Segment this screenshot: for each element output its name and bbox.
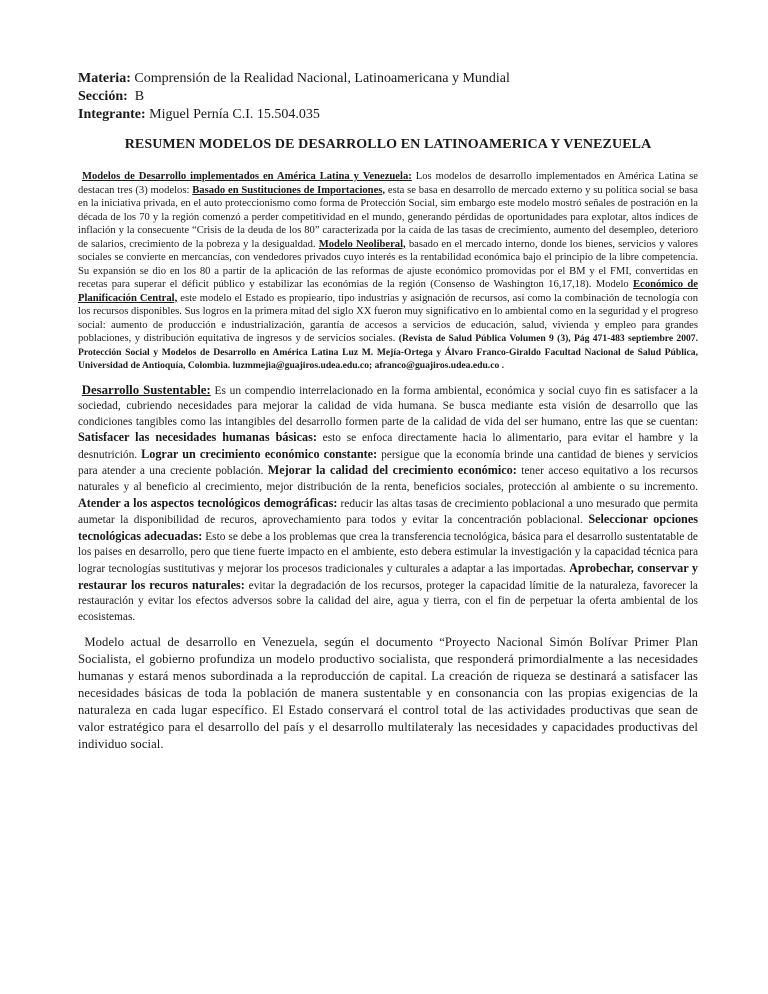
sustentable-text-6: Esto se debe a los problemas que crea la transferencia tecnológica, básica para el desarrollo sustentatable de los paises en desarrollo, pero que tiene fuerte impacto en el ambiente, esto debera estimular la investigación y la capacidad técnica para lograr tecnologías sustitutivas y mejorar los procesos tradicionales y culturales a adaptar a las importadas.	[78, 530, 698, 576]
modelos-text-3: basado en el mercado interno, donde los bienes, servicios y valores sociales se convierte en mercancías, con vendedores privados cuyo interés es la rentabilidad económica bajo el principio de la libre competencia. Su expansión se dio en los 80 a partir de la aplicación de las reformas de ajuste económico promovidas por el BM y el FMI, convertidas en recetas para superar el déficit público y estabilizar las económias de la región (Consenso de Washington 16,17,18). Modelo	[78, 238, 699, 290]
seccion-label: Sección:	[78, 89, 128, 104]
point-necesidades: Satisfacer las necesidades humanas básicas:	[78, 430, 317, 445]
integrante-label: Integrante:	[78, 107, 146, 122]
modelo-neoliberal: Modelo Neoliberal,	[318, 238, 406, 250]
integrante-value: Miguel Pernía C.I. 15.504.035	[149, 107, 320, 122]
point-tecnologicas: Seleccionar opciones tecnológicas adecuadas:	[78, 512, 698, 543]
header-block	[78, 70, 698, 124]
sustentable-text-7: evitar la degradación de los recursos, proteger la capacidad límitie de la naturaleza, favorecer la restauración y evitar los efectos adversos sobre la calidad del aire, agua y tierra, con el fin de perpetuar la oferta ambiental de los ecosistemas.	[78, 579, 698, 623]
reference-citation: (Revista de Salud Pública Volumen 9 (3), Pág 471-483 septiembre 2007. Protección Social y Modelos de Desarrollo en América Latina Luz M. Mejía-Ortega y Álvaro Franco-Giraldo Facultad Nacional de Salud Pública, Universidad de Antioquía, Colombia. luzmmejia@guajiros.udea.edu.co; afranco@guajiros.udea.edu.co .	[78, 333, 698, 371]
paragraph-modelos	[78, 170, 698, 373]
modelo-planificacion: Económico de Planificación Central,	[78, 279, 698, 304]
modelo-sustitucion: Basado en Sustituciones de Importaciones,	[192, 184, 386, 196]
seccion-line	[78, 88, 698, 106]
sustentable-text-1: Es un compendio interrelacionado en la forma ambiental, económica y social cuyo fin es satisfacer a la sociedad, cubriendo necesidades para mejorar la calidad de vida humana. Se busca mediante esta visión de desarrollo que las condiciones tangibles como las intangibles del desarrollo formen parte de la calidad de vida del ser humano, entre las que se cuentan:	[78, 384, 698, 428]
document-title: RESUMEN MODELOS DE DESARROLLO EN LATINOAMERICA Y VENEZUELA	[124, 137, 652, 152]
paragraph-venezuela	[78, 634, 698, 753]
sustentable-text-4: tener acceso equitativo a los recursos naturales y al beneficio al crecimiento, mejor distribución de la renta, beneficios sociales, protección al ambiente o su incremento.	[78, 465, 698, 494]
point-recursos: Aprobechar, conservar y restaurar los recuros naturales:	[78, 561, 698, 592]
materia-label: Materia:	[78, 71, 131, 86]
paragraph-sustentable	[78, 383, 698, 626]
modelos-text-2: esta se basa en desarrollo de mercado externo y su política social se basa en la iniciativa privada, en el auto proteccionismo como forma de Protección Social, sim embargo este modelo mostró señales de postración en la década de los 70 y la región comenzó a perder competitividad en el mundo, generando pérdidas de oportunidades para explotar, altos índices de inflación y la consecuente “Crisis de la deuda de los 80” caracterizada por la caída de las tasas de crecimiento, aumento del desempleo, deterioro de salarios, crecimiento de la pobreza y la desigualdad.	[78, 184, 698, 250]
modelos-text-4: este modelo el Estado es propiearío, tipo industrias y asignación de recursos, así como la combinación de tecnología con los recursos disponibles. Sus logros en la primera mitad del siglo XX fueron muy significativo en lo ambiental como en la seguridad y el progreso social: aumento de producción e industrialización, garantía de accesos a servicios de educación, salud, vivienda y empleo para grandes poblaciones, y distribución equitativa de ingresos y de servicios sociales.	[78, 292, 698, 344]
modelos-heading: Modelos de Desarrollo implementados en América Latina y Venezuela:	[81, 171, 412, 182]
sustentable-heading: Desarrollo Sustentable:	[81, 382, 211, 397]
modelos-text-1: Los modelos de desarrollo implementados en América Latina se destacan tres (3) modelos:	[78, 171, 699, 196]
materia-value: Comprensión de la Realidad Nacional, Latinoamericana y Mundial	[134, 71, 510, 86]
point-calidad: Mejorar la calidad del crecimiento económico:	[267, 463, 517, 478]
document-page	[78, 70, 698, 753]
sustentable-text-3: persigue que la economía brinde una cantidad de bienes y servicios para atender a una creciente población.	[78, 448, 698, 478]
seccion-value: B	[134, 89, 145, 104]
venezuela-text: Modelo actual de desarrollo en Venezuela, según el documento “Proyecto Nacional Simón Bolívar Primer Plan Socialista, el gobierno profundiza un modelo productivo socialista, que responderá primordialmente a las necesidades humanas y estará menos subordinada a la reproducción de capital. La creación de riqueza se destinará a satisfacer las necesidades básicas de toda la población de manera sustentable y en consonancia con las propias exigencias de la naturaleza en cada lugar específico. El Estado conservará el control total de las actividades productivas que sean de valor estratégico para el desarrollo del país y el desarrollo multilateraly las necesidades y capacidades productivas del individuo social.	[78, 635, 698, 752]
materia-line	[78, 70, 698, 88]
point-crecimiento: Lograr un crecimiento económico constante:	[141, 446, 378, 461]
sustentable-text-2: esto se enfoca directamente hacia lo alimentario, para evitar el hambre y la desnutrición.	[78, 432, 699, 461]
integrante-line	[78, 106, 698, 124]
point-demograficas: Atender a los aspectos tecnológicos demográficas:	[78, 495, 338, 510]
sustentable-text-5: reducir las altas tasas de crecimiento poblacional a uno mesurado que permita aumetar la disponibilidad de recuros, aprovechamiento para todos y evitar la concentración poblacional.	[78, 497, 699, 527]
